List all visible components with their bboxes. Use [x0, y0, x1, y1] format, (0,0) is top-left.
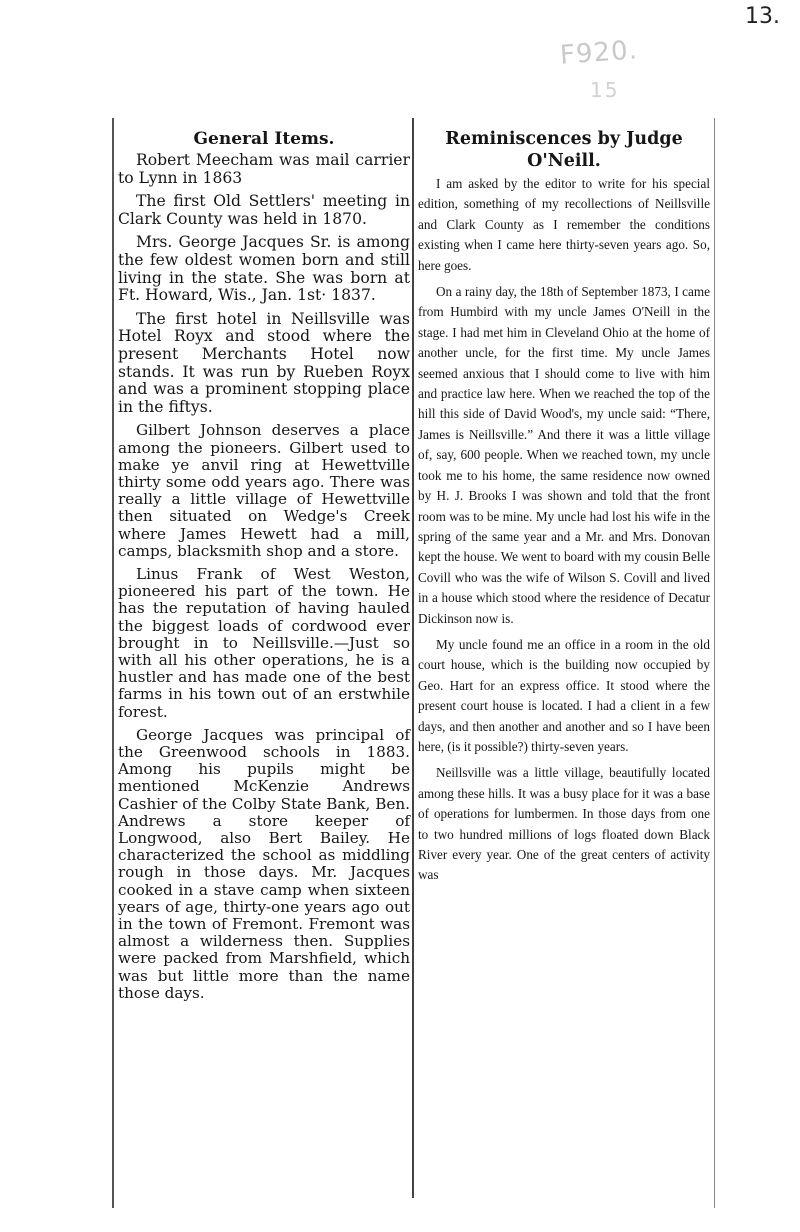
- page-number: 13.: [745, 4, 780, 29]
- item-paragraph: George Jacques was principal of the Greenwood schools in 1883. Among his pupils might be mentioned McKenzie Andrews Cashier of the Colby State Bank, Ben. Andrews a store keeper of Longwood, also Bert Bailey. He characterized the school as middling rough in those days. Mr. Jacques cooked in a stave camp when sixteen years of age, thirty-one years ago out in the town of Fremont. Fremont was almost a wilderness then. Supplies were packed from Marshfield, which was but little more than the name those days.: [118, 725, 410, 1002]
- article-paragraph: On a rainy day, the 18th of September 1873, I came from Humbird with my uncle James O'Neill in the stage. I had met him in Cleveland Ohio at the home of another uncle, for the first time. My uncle James seemed anxious that I should come to live with him and practice law here. When we reached the top of the hill this side of David Wood's, my uncle said: “There, James is Neillsville.” And there it was a little village of, say, 600 people. When we reached town, my uncle took me to his home, the same residence now owned by H. J. Brooks I was shown and told that the front room was to be mine. My uncle had lost his wife in the spring of the same year and a Mr. and Mrs. Donovan kept the house. We went to board with my cousin Belle Covill who was the wife of Wilson S. Covill and lived in a house which stood where the residence of Decatur Dickinson now is.: [418, 284, 710, 626]
- article-paragraph: I am asked by the editor to write for his special edition, something of my recollections of Neillsville and Clark County as I remember the conditions existing when I came here thirty-seven years ago. So, here goes.: [418, 176, 710, 273]
- reminiscences-heading: Reminiscences by Judge O'Neill.: [445, 129, 683, 171]
- general-items-heading: General Items.: [193, 129, 335, 149]
- article-paragraph: My uncle found me an office in a room in the old court house, which is the building now occupied by Geo. Hart for an express office. It stood where the present court house is located. I had a client in a few days, and then another and another and so I have been here, (is it possible?) thirty-seven years.: [418, 636, 710, 754]
- column-divider: [412, 118, 414, 1198]
- item-paragraph: Linus Frank of West Weston, pioneered his part of the town. He has the reputation of having hauled the biggest loads of cordwood ever brought in to Neillsville.—Just so with all his other operations, he is a hustler and has made one of the best farms in his town out of an erstwhile forest.: [118, 564, 410, 721]
- item-paragraph: Robert Meecham was mail carrier to Lynn in 1863: [118, 151, 410, 187]
- reminiscences-column: [418, 128, 710, 892]
- newspaper-clipping: [112, 118, 715, 1208]
- article-paragraph: Neillsville was a little village, beautifully located among these hills. It was a busy place for it was a base of operations for lumbermen. In those days from one to two hundred millions of logs floated down Black River every year. One of the great centers of activity was: [418, 765, 710, 883]
- pencil-annotation-secondary: 15: [590, 78, 620, 102]
- pencil-annotation: F920.: [559, 35, 639, 71]
- item-paragraph: Mrs. George Jacques Sr. is among the few oldest women born and still living in the state. She was born at Ft. Howard, Wis., Jan. 1st· 1837.: [118, 233, 410, 305]
- item-paragraph: Gilbert Johnson deserves a place among the pioneers. Gilbert used to make ye anvil ring at Hewettville thirty some odd years ago. There was really a little village of Hewettville then situated on Wedge's Creek where James Hewett had a mill, camps, blacksmith shop and a store.: [118, 421, 410, 560]
- item-paragraph: The first hotel in Neillsville was Hotel Royx and stood where the present Merchants Hotel now stands. It was run by Rueben Royx and was a prominent stopping place in the fiftys.: [118, 309, 410, 416]
- general-items-column: [118, 128, 410, 1008]
- item-paragraph: The first Old Settlers' meeting in Clark County was held in 1870.: [118, 192, 410, 228]
